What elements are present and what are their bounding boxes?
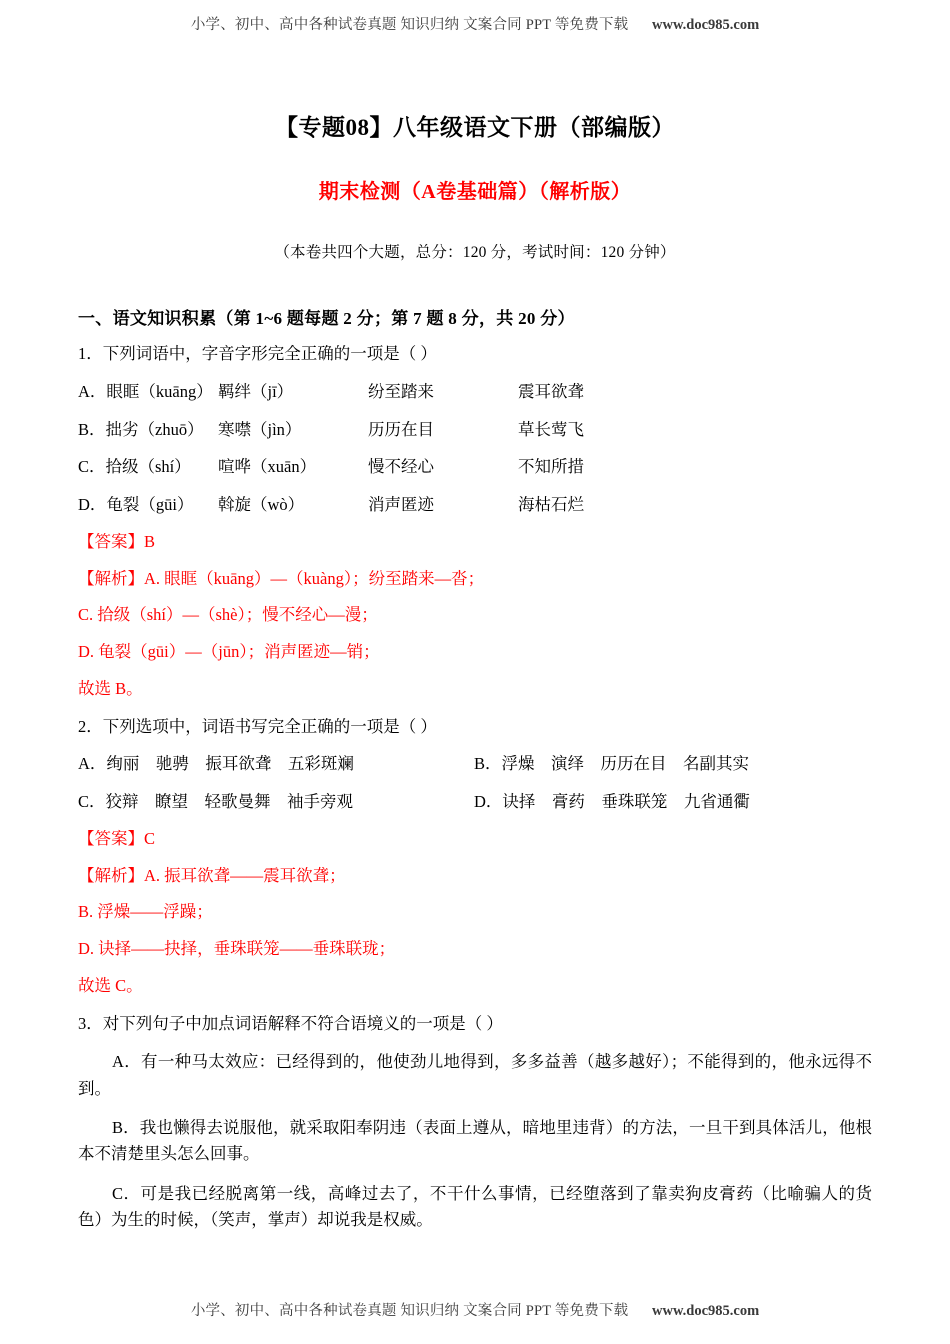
option-cell: 喧哗（xuān） [218,457,317,477]
option-cell: 不知所措 [518,457,584,477]
option-cell: 羁绊（jī） [218,381,294,401]
footer-watermark-site: www.doc985.com [652,1303,760,1319]
option-cell: 纷至踏来 [368,381,434,401]
question-3-option-b [78,1115,872,1168]
question-1-stem: 1．下列词语中，字音字形完全正确的一项是（ ） [78,344,437,363]
option-cell: 海枯石烂 [518,495,584,514]
option-cell: 慢不经心 [368,457,434,477]
question-2-stem: 2．下列选项中，词语书写完全正确的一项是（ ） [78,716,437,736]
question-1-option-a [78,380,872,405]
footer-watermark [0,1299,950,1320]
question-1-answer: 【答案】B [78,531,156,551]
question-2-analysis-line: B. 浮燥——浮躁； [78,902,213,922]
header-watermark [78,0,872,34]
option-cell: D．龟裂（gūi） [78,495,194,514]
question-2-analysis-line: 【解析】A. 振耳欲聋——震耳欲聋； [78,865,346,885]
option-cell: B．拙劣（zhuō） [78,419,204,439]
option-cell: C．拾级（shí） [78,457,191,477]
exam-note: （本卷共四个大题，总分：120 分，考试时间：120 分钟） [274,244,676,261]
question-1-analysis-line: C. 拾级（shí）—（shè）；慢不经心—漫； [78,605,378,625]
page-title: 【专题08】八年级语文下册（部编版） [275,115,675,140]
option-cell: C．狡辩 瞭望 轻歌曼舞 袖手旁观 [78,792,354,811]
option-cell: 寒噤（jìn） [218,419,302,439]
option-cell: A．绚丽 驰骋 振耳欲聋 五彩斑斓 [78,754,354,774]
option-cell: 消声匿迹 [368,495,434,514]
option-cell: 斡旋（wò） [218,495,305,514]
section-heading: 一、语文知识积累（第 1~6 题每题 2 分；第 7 题 8 分，共 20 分） [78,309,575,328]
question-1-analysis-line: 【解析】A. 眼眶（kuāng）—（kuàng）；纷至踏来—沓； [78,568,485,588]
question-1-option-d [78,493,872,518]
option-text: A．有一种马太效应：已经得到的，他使劲儿地得到，多多益善（越多越好）；不能得到的，他永远得不到。 [78,1052,872,1098]
question-1-option-b [78,418,872,443]
question-1-analysis-line: 故选 B。 [78,678,143,698]
option-text: B．我也懒得去说服他，就采取阳奉阴违（表面上遵从，暗地里违背）的方法，一旦干到具体活儿，他根本不清楚里头怎么回事。 [78,1118,872,1164]
header-watermark-site: www.doc985.com [652,17,760,33]
footer-watermark-text: 小学、初中、高中各种试卷真题 知识归纳 文案合同 PPT 等免费下载 [190,1303,629,1319]
option-text: C．可是我已经脱离第一线，高峰过去了，不干什么事情，已经堕落到了靠卖狗皮膏药（比喻骗人的货色）为生的时候，（笑声，掌声）却说我是权威。 [78,1183,872,1230]
question-3-option-a [78,1049,872,1102]
question-1-analysis-line: D. 龟裂（gūi）—（jūn）；消声匿迹—销； [78,642,380,661]
question-2-analysis-line: D. 诀择——抉择，垂珠联笼——垂珠联珑； [78,939,396,958]
question-2-answer: 【答案】C [78,828,156,848]
option-cell: A．眼眶（kuāng） [78,381,213,401]
page-subtitle: 期末检测（A卷基础篇）（解析版） [318,181,632,203]
option-cell: B．浮燥 演绎 历历在目 名副其实 [474,754,750,774]
question-1-option-c [78,455,872,480]
option-cell: 草长莺飞 [518,419,584,439]
option-cell: 历历在目 [368,419,434,439]
option-cell: D．诀择 膏药 垂珠联笼 九省通衢 [474,792,750,811]
header-watermark-text: 小学、初中、高中各种试卷真题 知识归纳 文案合同 PPT 等免费下载 [190,17,629,33]
question-2-options-row-1 [78,752,872,777]
question-3-option-c [78,1181,872,1234]
question-2-options-row-2 [78,790,872,815]
option-cell: 震耳欲聋 [518,381,584,401]
question-2-analysis-line: 故选 C。 [78,975,143,995]
question-3-stem: 3．对下列句子中加点词语解释不符合语境义的一项是（ ） [78,1013,503,1033]
